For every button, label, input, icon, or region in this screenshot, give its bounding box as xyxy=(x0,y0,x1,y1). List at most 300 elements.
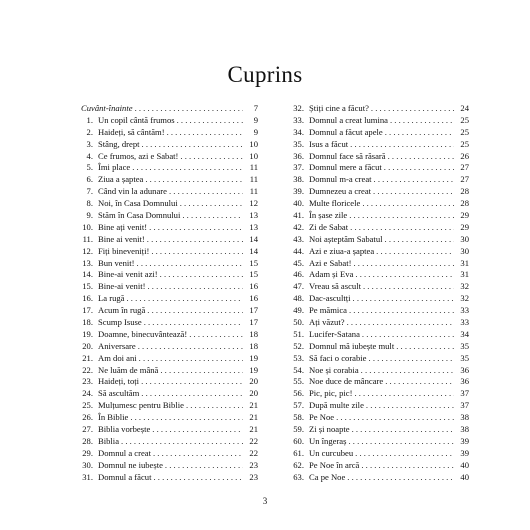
toc-entry xyxy=(292,436,469,448)
toc-entry xyxy=(81,317,258,329)
toc-column-right xyxy=(292,103,469,484)
toc-entry-number: 45. xyxy=(293,257,304,268)
leader-dots xyxy=(167,127,243,139)
leader-dots xyxy=(138,341,243,353)
toc-entry-title: Ziua a șaptea xyxy=(98,174,144,185)
toc-entry-page: 16 xyxy=(249,293,258,304)
leader-dots xyxy=(396,341,454,353)
leader-dots xyxy=(137,258,243,270)
toc-entry-title: Dac-ascultți xyxy=(309,293,351,304)
toc-entry-page: 15 xyxy=(249,269,258,280)
toc-entry-title: Bine ați venit! xyxy=(98,221,148,232)
toc-entry xyxy=(81,376,258,388)
toc-entry xyxy=(81,281,258,293)
leader-dots xyxy=(169,186,243,198)
toc-entry-title: Noi așteptăm Sabatul xyxy=(309,233,383,244)
toc-entry-title: Bine ai venit! xyxy=(98,233,145,244)
leader-dots xyxy=(385,127,454,139)
toc-entry-number: 14. xyxy=(82,269,93,280)
leader-dots xyxy=(349,305,454,317)
toc-entry-page: 39 xyxy=(460,447,469,458)
toc-entry-title: Biblia vorbește xyxy=(98,424,151,435)
toc-entry-number: 61. xyxy=(293,447,304,458)
toc-column-left xyxy=(81,103,258,484)
toc-entry-number: 7. xyxy=(86,186,93,197)
toc-entry xyxy=(292,139,469,151)
toc-entry xyxy=(81,329,258,341)
toc-entry-title: Ne luăm de mână xyxy=(98,364,159,375)
leader-dots xyxy=(121,436,243,448)
leader-dots xyxy=(371,103,454,115)
leader-dots xyxy=(376,246,454,258)
toc-entry-page: 28 xyxy=(460,186,469,197)
toc-entry xyxy=(292,448,469,460)
leader-dots xyxy=(186,400,243,412)
toc-entry-title: Un îngeraș xyxy=(309,435,347,446)
toc-entry-number: 36. xyxy=(293,150,304,161)
toc-entry-number: 46. xyxy=(293,269,304,280)
toc-entry xyxy=(81,448,258,460)
toc-entry-number: 34. xyxy=(293,126,304,137)
leader-dots xyxy=(126,293,243,305)
toc-entry-page: 33 xyxy=(460,305,469,316)
toc-entry-page: 31 xyxy=(460,269,469,280)
toc-entry-title: Domnul a creat lumina xyxy=(309,114,388,125)
toc-entry-title: Bine-ai venit! xyxy=(98,281,146,292)
leader-dots xyxy=(350,139,454,151)
leader-dots xyxy=(348,436,454,448)
leader-dots xyxy=(180,151,243,163)
toc-entry-number: 63. xyxy=(293,471,304,482)
toc-entry-number: 60. xyxy=(293,435,304,446)
toc-entry-title: Cuvânt-înainte xyxy=(81,103,133,113)
toc-entry-title: Când vin la adunare xyxy=(98,186,167,197)
toc-entry xyxy=(292,293,469,305)
toc-entry-number: 57. xyxy=(293,400,304,411)
toc-entry-page: 35 xyxy=(460,352,469,363)
toc-entry-title: Doamne, binecuvântează! xyxy=(98,328,188,339)
toc-entry xyxy=(81,293,258,305)
leader-dots xyxy=(153,448,243,460)
leader-dots xyxy=(347,317,454,329)
leader-dots xyxy=(160,269,243,281)
page-number: 3 xyxy=(262,496,268,506)
toc-entry-page: 9 xyxy=(253,114,258,125)
leader-dots xyxy=(373,186,454,198)
toc-entry-title: Ca pe Noe xyxy=(309,471,346,482)
toc-entry-page: 23 xyxy=(249,459,258,470)
toc-entry-number: 17. xyxy=(82,305,93,316)
toc-entry-title: Adam și Eva xyxy=(309,269,354,280)
toc-entry-title: Știți cine a făcut? xyxy=(309,103,369,113)
toc-entry-number: 16. xyxy=(82,293,93,304)
toc-entry-page: 26 xyxy=(460,150,469,161)
toc-entry-number: 13. xyxy=(82,257,93,268)
toc-entry-title: Azi e Sabat! xyxy=(309,257,352,268)
toc-entry xyxy=(81,460,258,472)
toc-entry-title: În șase zile xyxy=(309,210,348,221)
leader-dots xyxy=(132,162,243,174)
leader-dots xyxy=(160,365,243,377)
toc-entry-title: Biblia xyxy=(98,435,120,446)
toc-entry xyxy=(292,269,469,281)
toc-entry-page: 21 xyxy=(249,400,258,411)
toc-entry-number: 43. xyxy=(293,233,304,244)
toc-entry xyxy=(81,412,258,424)
toc-entry-title: Bine-ai venit azi! xyxy=(98,269,158,280)
toc-entry-title: Domnul a făcut apele xyxy=(309,126,383,137)
toc-entry xyxy=(81,246,258,258)
leader-dots xyxy=(388,151,454,163)
leader-dots xyxy=(353,258,454,270)
toc-entry-number: 51. xyxy=(293,328,304,339)
toc-entry-title: Haideți, toți xyxy=(98,376,140,387)
toc-entry-number: 53. xyxy=(293,352,304,363)
toc-entry-title: Lucifer-Satana xyxy=(309,328,360,339)
toc-entry-number: 20. xyxy=(82,340,93,351)
toc-entry-title: Zi și noapte xyxy=(309,424,350,435)
toc-entry xyxy=(292,460,469,472)
toc-entry xyxy=(81,198,258,210)
leader-dots xyxy=(139,353,243,365)
leader-dots xyxy=(363,281,454,293)
toc-entry xyxy=(81,127,258,139)
leader-dots xyxy=(352,424,454,436)
leader-dots xyxy=(361,365,454,377)
page-title: Cuprins xyxy=(227,62,303,87)
toc-entry-title: Haideți, să cântăm! xyxy=(98,126,165,137)
leader-dots xyxy=(189,329,243,341)
toc-entry-number: 54. xyxy=(293,364,304,375)
toc-entry-title: Domnul mere a făcut xyxy=(309,162,382,173)
leader-dots xyxy=(385,234,454,246)
toc-entry-title: Domnul a făcut xyxy=(98,471,152,482)
toc-entry-title: Noe și corabia xyxy=(309,364,359,375)
toc-entry-title: Aniversare xyxy=(98,340,136,351)
toc-entry-page: 28 xyxy=(460,198,469,209)
toc-entry-title: Zi de Sabat xyxy=(309,221,349,232)
toc-entry-number: 18. xyxy=(82,317,93,328)
toc-entry-number: 44. xyxy=(293,245,304,256)
toc-entry xyxy=(81,139,258,151)
toc-entry-number: 50. xyxy=(293,317,304,328)
toc-entry-title: Stăm în Casa Domnului xyxy=(98,210,181,221)
leader-dots xyxy=(141,388,243,400)
toc-entry-number: 19. xyxy=(82,328,93,339)
toc-entry-page: 30 xyxy=(460,245,469,256)
toc-entry-page: 14 xyxy=(249,245,258,256)
toc-entry-title: Azi e ziua-a șaptea xyxy=(309,245,375,256)
toc-entry-title: Domnul ne iubește xyxy=(98,459,163,470)
toc-entry-page: 11 xyxy=(249,162,258,173)
leader-dots xyxy=(147,305,243,317)
toc-entry-page: 22 xyxy=(249,447,258,458)
toc-entry-number: 41. xyxy=(293,210,304,221)
toc-entry-page: 20 xyxy=(249,376,258,387)
toc-entry-title: Domnul mă iubește mult xyxy=(309,340,395,351)
toc-entry-page: 23 xyxy=(249,471,258,482)
leader-dots xyxy=(369,353,454,365)
toc-entry-number: 8. xyxy=(86,198,93,209)
toc-entry-page: 29 xyxy=(460,210,469,221)
toc-entry-number: 27. xyxy=(82,424,93,435)
toc-entry-page: 33 xyxy=(460,317,469,328)
toc-entry xyxy=(292,424,469,436)
leader-dots xyxy=(151,246,243,258)
toc-entry xyxy=(292,174,469,186)
toc-entry xyxy=(292,115,469,127)
toc-entry-number: 42. xyxy=(293,221,304,232)
toc-entry-number: 6. xyxy=(86,174,93,185)
toc-entry xyxy=(81,472,258,484)
toc-entry-title: Să ascultăm xyxy=(98,388,140,399)
toc-entry-title: Noe duce de mâncare xyxy=(309,376,384,387)
toc-entry-page: 27 xyxy=(460,162,469,173)
toc-entry-page: 30 xyxy=(460,233,469,244)
toc-entry-title: Isus a făcut xyxy=(309,138,349,149)
toc-entry xyxy=(81,162,258,174)
toc-entry-number: 39. xyxy=(293,186,304,197)
toc-entry xyxy=(292,186,469,198)
toc-entry-page: 18 xyxy=(249,340,258,351)
toc-entry xyxy=(292,258,469,270)
toc-entry-title: Domnul a creat xyxy=(98,447,151,458)
toc-entry-page: 12 xyxy=(249,198,258,209)
toc-entry-number: 23. xyxy=(82,376,93,387)
toc-entry-number: 55. xyxy=(293,376,304,387)
toc-entry xyxy=(292,388,469,400)
toc-entry-page: 38 xyxy=(460,412,469,423)
toc-entry-title: Pe Noe în arcă xyxy=(309,459,360,470)
toc-entry-page: 38 xyxy=(460,424,469,435)
toc-entry xyxy=(292,222,469,234)
toc-entry xyxy=(292,376,469,388)
toc-entry xyxy=(81,174,258,186)
toc-entry-page: 32 xyxy=(460,293,469,304)
toc-entry-title: Bun venit! xyxy=(98,257,135,268)
toc-entry xyxy=(292,210,469,222)
leader-dots xyxy=(147,234,243,246)
toc-entry-page: 37 xyxy=(460,388,469,399)
toc-entry xyxy=(292,472,469,484)
toc-entry-page: 37 xyxy=(460,400,469,411)
leader-dots xyxy=(142,139,243,151)
leader-dots xyxy=(145,174,243,186)
toc-entry xyxy=(292,353,469,365)
toc-entry-number: 31. xyxy=(82,471,93,482)
toc-entry-title: Pe Noe xyxy=(309,412,335,423)
toc-entry xyxy=(81,388,258,400)
toc-entry xyxy=(81,186,258,198)
toc-entry-number: 59. xyxy=(293,424,304,435)
toc-entry-number: 38. xyxy=(293,174,304,185)
leader-dots xyxy=(390,115,454,127)
toc-entry-page: 19 xyxy=(249,352,258,363)
toc-entry-number: 1. xyxy=(86,114,93,125)
leader-dots xyxy=(362,198,454,210)
toc-entry-number: 12. xyxy=(82,245,93,256)
toc-entry-number: 28. xyxy=(82,435,93,446)
leader-dots xyxy=(144,317,243,329)
leader-dots xyxy=(165,460,243,472)
toc-entry-page: 40 xyxy=(460,471,469,482)
leader-dots xyxy=(336,412,454,424)
leader-dots xyxy=(350,222,454,234)
leader-dots xyxy=(374,174,454,186)
toc-entry-number: 10. xyxy=(82,221,93,232)
toc-entry xyxy=(292,127,469,139)
toc-entry xyxy=(81,222,258,234)
toc-entry-title: În Biblie xyxy=(98,412,129,423)
toc-entry-page: 36 xyxy=(460,364,469,375)
toc-entry xyxy=(81,353,258,365)
toc-entry-number: 56. xyxy=(293,388,304,399)
leader-dots xyxy=(177,115,243,127)
toc-entry-number: 9. xyxy=(86,210,93,221)
toc-entry-number: 21. xyxy=(82,352,93,363)
toc-entry-page: 16 xyxy=(249,281,258,292)
toc-entry xyxy=(292,246,469,258)
toc-entry-title: Acum în rugă xyxy=(98,305,146,316)
toc-entry-title: Noi, în Casa Domnului xyxy=(98,198,178,209)
toc-entry xyxy=(292,305,469,317)
toc-entry-number: 22. xyxy=(82,364,93,375)
toc-entry-number: 32. xyxy=(293,103,304,113)
toc-entry xyxy=(81,269,258,281)
toc-entry-number: 25. xyxy=(82,400,93,411)
toc-entry-page: 19 xyxy=(249,364,258,375)
toc-entry-page: 40 xyxy=(460,459,469,470)
toc-entry xyxy=(81,258,258,270)
toc-entry-page: 34 xyxy=(460,328,469,339)
toc-entry-page: 15 xyxy=(249,257,258,268)
toc-entry xyxy=(292,341,469,353)
leader-dots xyxy=(355,448,454,460)
toc-entry xyxy=(292,198,469,210)
toc-entry-title: Ce frumos, azi e Sabat! xyxy=(98,150,179,161)
toc-entry xyxy=(81,365,258,377)
leader-dots xyxy=(153,472,243,484)
toc-entry-title: La rugă xyxy=(98,293,125,304)
leader-dots xyxy=(385,376,454,388)
toc-entry-title: Fiți bineveniți! xyxy=(98,245,150,256)
toc-entry-title: Ați văzut? xyxy=(309,317,345,328)
toc-entry-title: Un copil cântă frumos xyxy=(98,114,175,125)
toc-entry xyxy=(292,103,469,115)
toc-entry-page: 35 xyxy=(460,340,469,351)
toc-entry-title: Am doi ani xyxy=(98,352,137,363)
toc-entry-page: 7 xyxy=(253,103,258,113)
toc-entry-title: Dumnezeu a creat xyxy=(309,186,372,197)
toc-entry xyxy=(81,305,258,317)
leader-dots xyxy=(347,472,454,484)
toc-entry-number: 47. xyxy=(293,281,304,292)
toc-entry-page: 24 xyxy=(460,103,469,113)
toc-entry-page: 25 xyxy=(460,138,469,149)
toc-entry-page: 13 xyxy=(249,210,258,221)
toc-entry xyxy=(292,412,469,424)
toc-entry-number: 49. xyxy=(293,305,304,316)
leader-dots xyxy=(354,388,454,400)
toc-entry-number: 24. xyxy=(82,388,93,399)
toc-entry-title: Mulțumesc pentru Biblie xyxy=(98,400,184,411)
toc-entry-page: 10 xyxy=(249,138,258,149)
toc-entry-title: Să faci o corabie xyxy=(309,352,367,363)
leader-dots xyxy=(135,103,243,115)
toc-entry-page: 36 xyxy=(460,376,469,387)
toc-entry-page: 11 xyxy=(249,174,258,185)
leader-dots xyxy=(152,424,243,436)
toc-entry-page: 11 xyxy=(249,186,258,197)
toc-entry xyxy=(81,436,258,448)
toc-entry-title: Pic, pic, pic! xyxy=(309,388,353,399)
toc-entry-page: 9 xyxy=(253,126,258,137)
leader-dots xyxy=(361,460,454,472)
toc-entry xyxy=(292,317,469,329)
leader-dots xyxy=(362,329,454,341)
toc-entry-number: 11. xyxy=(82,233,93,244)
toc-entry-title: Scump Isuse xyxy=(98,317,142,328)
toc-entry-number: 30. xyxy=(82,459,93,470)
toc-entry xyxy=(292,162,469,174)
toc-entry-page: 21 xyxy=(249,412,258,423)
toc-entry-number: 3. xyxy=(86,138,93,149)
toc-entry-page: 17 xyxy=(249,305,258,316)
toc-entry-title: Stâng, drept xyxy=(98,138,140,149)
toc-entry-page: 25 xyxy=(460,126,469,137)
toc-entry-page: 10 xyxy=(249,150,258,161)
leader-dots xyxy=(353,293,454,305)
toc-entry-title: Multe floricele xyxy=(309,198,361,209)
toc-entry-number: 48. xyxy=(293,293,304,304)
toc-entry-title: După multe zile xyxy=(309,400,364,411)
toc-entry xyxy=(292,281,469,293)
toc-entry-number: 26. xyxy=(82,412,93,423)
toc-entry-page: 31 xyxy=(460,257,469,268)
toc-entry-page: 14 xyxy=(249,233,258,244)
toc-entry xyxy=(81,234,258,246)
leader-dots xyxy=(182,210,243,222)
toc-entry-title: Domnul m-a creat xyxy=(309,174,372,185)
toc-entry-title: Un curcubeu xyxy=(309,447,354,458)
toc-entry xyxy=(81,400,258,412)
toc-entry-number: 15. xyxy=(82,281,93,292)
toc-entry-title: Îmi place xyxy=(98,162,131,173)
toc-entry-number: 33. xyxy=(293,114,304,125)
toc-entry-number: 52. xyxy=(293,340,304,351)
toc-entry xyxy=(81,151,258,163)
leader-dots xyxy=(349,210,454,222)
toc-entry-title: Domnul face să răsară xyxy=(309,150,386,161)
leader-dots xyxy=(384,162,454,174)
toc-entry-number: 62. xyxy=(293,459,304,470)
leader-dots xyxy=(180,198,243,210)
toc-entry xyxy=(292,365,469,377)
toc-entry-page: 20 xyxy=(249,388,258,399)
toc-entry-number: 40. xyxy=(293,198,304,209)
leader-dots xyxy=(149,222,243,234)
toc-entry xyxy=(81,341,258,353)
toc-entry-title: Vreau să ascult xyxy=(309,281,361,292)
toc-entry-number: 29. xyxy=(82,447,93,458)
toc-entry-number: 5. xyxy=(86,162,93,173)
toc-entry-page: 29 xyxy=(460,221,469,232)
toc-entry-page: 18 xyxy=(249,328,258,339)
toc-entry-page: 22 xyxy=(249,435,258,446)
toc-entry-page: 25 xyxy=(460,114,469,125)
toc-entry xyxy=(292,400,469,412)
toc-entry-page: 32 xyxy=(460,281,469,292)
